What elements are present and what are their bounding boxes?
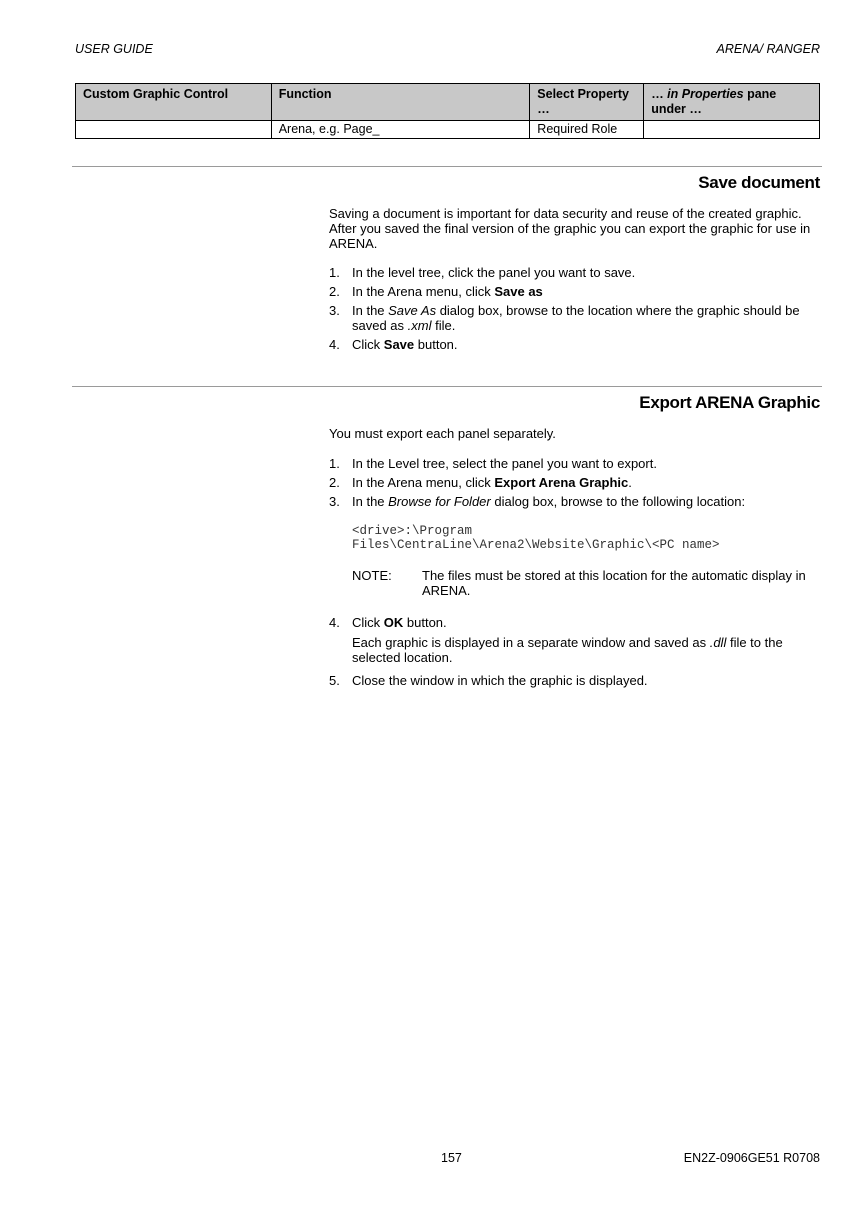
save-steps-list: [329, 265, 819, 352]
export-intro: You must export each panel separately.: [329, 426, 556, 441]
note-text: The files must be stored at this location for the automatic display in ARENA.: [422, 568, 806, 598]
list-item: 3. In the Save As dialog box, browse to the location where the graphic should be saved as .xml file.: [329, 303, 800, 333]
table-row: [76, 121, 820, 139]
properties-table: [75, 83, 820, 139]
table-header-row: [76, 84, 820, 121]
export-steps-list: [329, 456, 819, 688]
section-divider: [72, 386, 822, 387]
list-item: 4. Click Save button.: [329, 337, 458, 352]
list-item: 1. In the level tree, click the panel you want to save.: [329, 265, 636, 280]
list-item: 1. In the Level tree, select the panel you want to export.: [329, 456, 657, 471]
list-item: 5. Close the window in which the graphic is displayed.: [329, 673, 648, 688]
step4-detail: Each graphic is displayed in a separate window and saved as .dll file to the selected location.: [352, 635, 783, 665]
list-item: 2. In the Arena menu, click Save as: [329, 284, 543, 299]
header-properties-pane: … in Properties pane under …: [644, 84, 820, 121]
list-item: 4. Click OK button. Each graphic is displayed in a separate window and saved as .dll file to the selected location.: [329, 615, 819, 665]
save-intro: Saving a document is important for data security and reuse of the created graphic. After you saved the final version of the graphic you can export the graphic for use in ARENA.: [329, 206, 811, 251]
note-block: [352, 568, 819, 598]
table-cell: [76, 121, 272, 139]
section-divider: [72, 166, 822, 167]
note-label: NOTE:: [352, 568, 392, 583]
install-path: <drive>:\Program Files\CentraLine\Arena2\Website\Graphic\<PC name>: [352, 524, 720, 552]
list-item: 2. In the Arena menu, click Export Arena Graphic.: [329, 475, 632, 490]
document-id: EN2Z-0906GE51 R0708: [683, 1151, 820, 1165]
header-select-property: Select Property …: [530, 84, 644, 121]
export-section-body: [329, 426, 819, 688]
section-title-export-arena-graphic: Export ARENA Graphic: [639, 393, 820, 412]
table-cell: Required Role: [530, 121, 644, 139]
save-section-body: [329, 206, 819, 352]
table-cell: Arena, e.g. Page_: [271, 121, 530, 139]
table-cell: [644, 121, 820, 139]
section-title-save-document: Save document: [698, 173, 820, 192]
header-custom-graphic-control: Custom Graphic Control: [76, 84, 272, 121]
running-header-right: ARENA/ RANGER: [716, 42, 820, 56]
header-function: Function: [271, 84, 530, 121]
running-header-left: USER GUIDE: [75, 42, 153, 56]
page-number: 157: [441, 1151, 462, 1165]
list-item: 3. In the Browse for Folder dialog box, browse to the following location: <drive>:\Program Files\CentraLine\Arena2\Website\Graphic\<PC name> NOTE: The files must be stored at this location for the automatic display in ARENA.: [329, 494, 819, 598]
